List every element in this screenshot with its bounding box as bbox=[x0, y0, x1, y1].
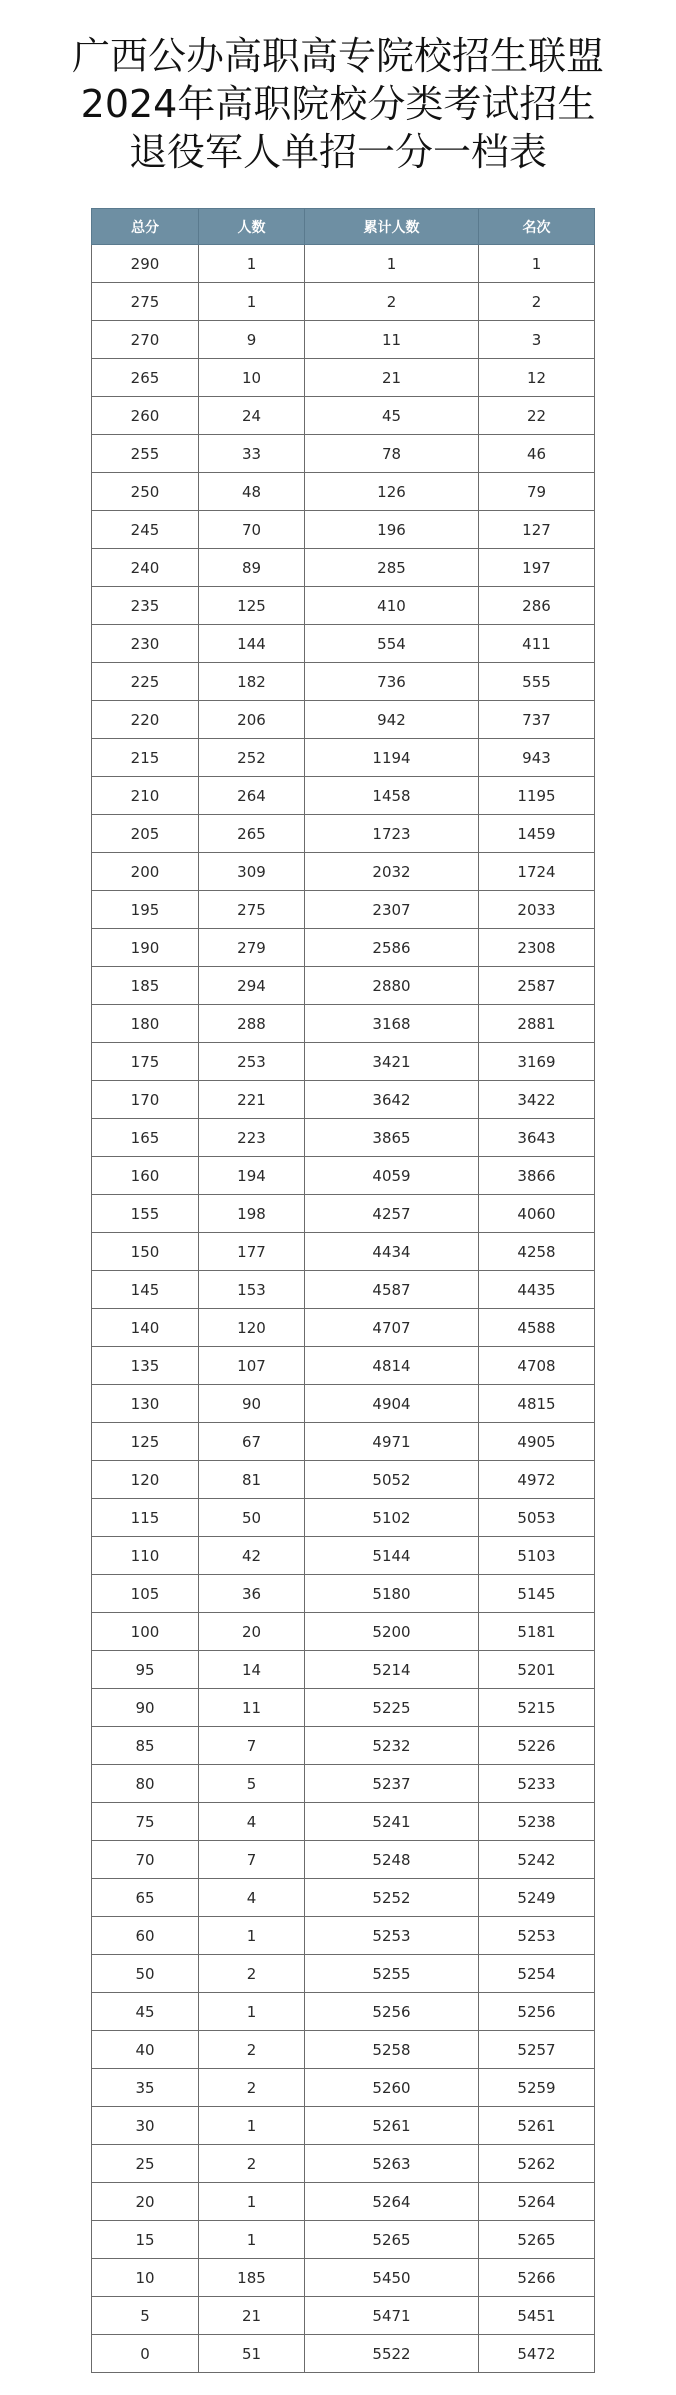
cell-cumulative: 1194 bbox=[305, 739, 479, 777]
cell-total-score: 290 bbox=[92, 245, 199, 283]
table-row bbox=[92, 701, 595, 739]
cell-count: 264 bbox=[199, 777, 305, 815]
cell-cumulative: 5214 bbox=[305, 1651, 479, 1689]
cell-count: 2 bbox=[199, 2145, 305, 2183]
cell-count: 90 bbox=[199, 1385, 305, 1423]
cell-cumulative: 2307 bbox=[305, 891, 479, 929]
cell-rank: 5145 bbox=[479, 1575, 595, 1613]
cell-rank: 2881 bbox=[479, 1005, 595, 1043]
cell-total-score: 75 bbox=[92, 1803, 199, 1841]
cell-cumulative: 5450 bbox=[305, 2259, 479, 2297]
cell-rank: 79 bbox=[479, 473, 595, 511]
cell-count: 144 bbox=[199, 625, 305, 663]
table-row bbox=[92, 473, 595, 511]
table-row bbox=[92, 1157, 595, 1195]
cell-total-score: 10 bbox=[92, 2259, 199, 2297]
cell-cumulative: 5200 bbox=[305, 1613, 479, 1651]
cell-rank: 1459 bbox=[479, 815, 595, 853]
cell-count: 67 bbox=[199, 1423, 305, 1461]
cell-cumulative: 3642 bbox=[305, 1081, 479, 1119]
table-row bbox=[92, 1119, 595, 1157]
cell-rank: 3169 bbox=[479, 1043, 595, 1081]
table-row bbox=[92, 2031, 595, 2069]
table-row bbox=[92, 1651, 595, 1689]
cell-rank: 4905 bbox=[479, 1423, 595, 1461]
cell-total-score: 200 bbox=[92, 853, 199, 891]
table-row bbox=[92, 2145, 595, 2183]
table-row bbox=[92, 1689, 595, 1727]
cell-count: 294 bbox=[199, 967, 305, 1005]
cell-total-score: 225 bbox=[92, 663, 199, 701]
cell-cumulative: 2 bbox=[305, 283, 479, 321]
cell-cumulative: 78 bbox=[305, 435, 479, 473]
cell-total-score: 165 bbox=[92, 1119, 199, 1157]
cell-total-score: 15 bbox=[92, 2221, 199, 2259]
cell-count: 1 bbox=[199, 2183, 305, 2221]
cell-total-score: 30 bbox=[92, 2107, 199, 2145]
cell-rank: 12 bbox=[479, 359, 595, 397]
cell-cumulative: 5263 bbox=[305, 2145, 479, 2183]
table-row bbox=[92, 777, 595, 815]
cell-total-score: 265 bbox=[92, 359, 199, 397]
cell-rank: 5264 bbox=[479, 2183, 595, 2221]
cell-cumulative: 4434 bbox=[305, 1233, 479, 1271]
cell-total-score: 85 bbox=[92, 1727, 199, 1765]
table-row bbox=[92, 1727, 595, 1765]
table-row bbox=[92, 1385, 595, 1423]
cell-cumulative: 5471 bbox=[305, 2297, 479, 2335]
table-row bbox=[92, 1195, 595, 1233]
cell-count: 7 bbox=[199, 1727, 305, 1765]
cell-rank: 5215 bbox=[479, 1689, 595, 1727]
cell-count: 50 bbox=[199, 1499, 305, 1537]
cell-total-score: 175 bbox=[92, 1043, 199, 1081]
cell-rank: 3866 bbox=[479, 1157, 595, 1195]
cell-count: 252 bbox=[199, 739, 305, 777]
title-line-1: 广西公办高职高专院校招生联盟 bbox=[71, 34, 604, 78]
cell-total-score: 255 bbox=[92, 435, 199, 473]
cell-rank: 5261 bbox=[479, 2107, 595, 2145]
cell-rank: 4060 bbox=[479, 1195, 595, 1233]
table-row bbox=[92, 435, 595, 473]
cell-cumulative: 5241 bbox=[305, 1803, 479, 1841]
cell-cumulative: 21 bbox=[305, 359, 479, 397]
cell-count: 288 bbox=[199, 1005, 305, 1043]
cell-total-score: 0 bbox=[92, 2335, 199, 2373]
cell-count: 1 bbox=[199, 1993, 305, 2031]
cell-rank: 5181 bbox=[479, 1613, 595, 1651]
cell-count: 1 bbox=[199, 2221, 305, 2259]
cell-cumulative: 196 bbox=[305, 511, 479, 549]
cell-total-score: 155 bbox=[92, 1195, 199, 1233]
table-row bbox=[92, 2297, 595, 2335]
cell-total-score: 235 bbox=[92, 587, 199, 625]
cell-cumulative: 11 bbox=[305, 321, 479, 359]
cell-total-score: 240 bbox=[92, 549, 199, 587]
cell-cumulative: 4707 bbox=[305, 1309, 479, 1347]
cell-total-score: 20 bbox=[92, 2183, 199, 2221]
cell-total-score: 210 bbox=[92, 777, 199, 815]
cell-count: 221 bbox=[199, 1081, 305, 1119]
cell-total-score: 230 bbox=[92, 625, 199, 663]
cell-total-score: 110 bbox=[92, 1537, 199, 1575]
cell-total-score: 170 bbox=[92, 1081, 199, 1119]
cell-count: 125 bbox=[199, 587, 305, 625]
cell-count: 36 bbox=[199, 1575, 305, 1613]
cell-rank: 5266 bbox=[479, 2259, 595, 2297]
cell-count: 89 bbox=[199, 549, 305, 587]
cell-rank: 5249 bbox=[479, 1879, 595, 1917]
cell-total-score: 5 bbox=[92, 2297, 199, 2335]
cell-rank: 1 bbox=[479, 245, 595, 283]
cell-cumulative: 285 bbox=[305, 549, 479, 587]
table-row bbox=[92, 1423, 595, 1461]
cell-total-score: 135 bbox=[92, 1347, 199, 1385]
cell-count: 9 bbox=[199, 321, 305, 359]
cell-rank: 3643 bbox=[479, 1119, 595, 1157]
cell-total-score: 260 bbox=[92, 397, 199, 435]
cell-count: 21 bbox=[199, 2297, 305, 2335]
cell-rank: 5265 bbox=[479, 2221, 595, 2259]
cell-cumulative: 3168 bbox=[305, 1005, 479, 1043]
table-row bbox=[92, 321, 595, 359]
table-row bbox=[92, 397, 595, 435]
cell-count: 2 bbox=[199, 1955, 305, 1993]
table-row bbox=[92, 549, 595, 587]
header-count: 人数 bbox=[199, 209, 305, 245]
cell-total-score: 275 bbox=[92, 283, 199, 321]
cell-total-score: 90 bbox=[92, 1689, 199, 1727]
cell-rank: 5256 bbox=[479, 1993, 595, 2031]
cell-cumulative: 5232 bbox=[305, 1727, 479, 1765]
cell-rank: 286 bbox=[479, 587, 595, 625]
score-table-container bbox=[91, 208, 594, 2373]
table-row bbox=[92, 853, 595, 891]
cell-count: 182 bbox=[199, 663, 305, 701]
table-body bbox=[92, 245, 595, 2373]
cell-rank: 5257 bbox=[479, 2031, 595, 2069]
table-row bbox=[92, 815, 595, 853]
cell-cumulative: 4971 bbox=[305, 1423, 479, 1461]
cell-cumulative: 1723 bbox=[305, 815, 479, 853]
cell-cumulative: 1 bbox=[305, 245, 479, 283]
cell-cumulative: 5265 bbox=[305, 2221, 479, 2259]
cell-count: 206 bbox=[199, 701, 305, 739]
cell-count: 4 bbox=[199, 1879, 305, 1917]
cell-cumulative: 5255 bbox=[305, 1955, 479, 1993]
cell-count: 10 bbox=[199, 359, 305, 397]
table-row bbox=[92, 1575, 595, 1613]
cell-total-score: 140 bbox=[92, 1309, 199, 1347]
cell-rank: 4708 bbox=[479, 1347, 595, 1385]
cell-rank: 4258 bbox=[479, 1233, 595, 1271]
table-row bbox=[92, 1271, 595, 1309]
cell-count: 7 bbox=[199, 1841, 305, 1879]
cell-cumulative: 2586 bbox=[305, 929, 479, 967]
table-row bbox=[92, 891, 595, 929]
cell-rank: 555 bbox=[479, 663, 595, 701]
cell-cumulative: 3421 bbox=[305, 1043, 479, 1081]
cell-count: 11 bbox=[199, 1689, 305, 1727]
header-rank: 名次 bbox=[479, 209, 595, 245]
cell-total-score: 215 bbox=[92, 739, 199, 777]
table-row bbox=[92, 587, 595, 625]
cell-rank: 1195 bbox=[479, 777, 595, 815]
cell-total-score: 125 bbox=[92, 1423, 199, 1461]
table-row bbox=[92, 2221, 595, 2259]
cell-total-score: 115 bbox=[92, 1499, 199, 1537]
cell-cumulative: 410 bbox=[305, 587, 479, 625]
table-row bbox=[92, 511, 595, 549]
cell-count: 275 bbox=[199, 891, 305, 929]
cell-rank: 5451 bbox=[479, 2297, 595, 2335]
table-row bbox=[92, 929, 595, 967]
cell-rank: 2033 bbox=[479, 891, 595, 929]
cell-cumulative: 5253 bbox=[305, 1917, 479, 1955]
cell-total-score: 245 bbox=[92, 511, 199, 549]
table-row bbox=[92, 2069, 595, 2107]
table-row bbox=[92, 1537, 595, 1575]
cell-count: 120 bbox=[199, 1309, 305, 1347]
cell-rank: 3 bbox=[479, 321, 595, 359]
cell-rank: 5253 bbox=[479, 1917, 595, 1955]
cell-count: 33 bbox=[199, 435, 305, 473]
cell-cumulative: 4904 bbox=[305, 1385, 479, 1423]
cell-total-score: 160 bbox=[92, 1157, 199, 1195]
cell-count: 1 bbox=[199, 2107, 305, 2145]
cell-cumulative: 5252 bbox=[305, 1879, 479, 1917]
table-row bbox=[92, 245, 595, 283]
cell-cumulative: 5264 bbox=[305, 2183, 479, 2221]
cell-cumulative: 4587 bbox=[305, 1271, 479, 1309]
cell-rank: 22 bbox=[479, 397, 595, 435]
table-row bbox=[92, 359, 595, 397]
cell-rank: 127 bbox=[479, 511, 595, 549]
table-row bbox=[92, 1461, 595, 1499]
cell-cumulative: 554 bbox=[305, 625, 479, 663]
cell-cumulative: 736 bbox=[305, 663, 479, 701]
cell-cumulative: 5248 bbox=[305, 1841, 479, 1879]
cell-cumulative: 5144 bbox=[305, 1537, 479, 1575]
cell-cumulative: 5260 bbox=[305, 2069, 479, 2107]
page-title bbox=[0, 32, 676, 176]
cell-cumulative: 126 bbox=[305, 473, 479, 511]
cell-count: 177 bbox=[199, 1233, 305, 1271]
table-row bbox=[92, 1043, 595, 1081]
cell-cumulative: 5225 bbox=[305, 1689, 479, 1727]
cell-rank: 4972 bbox=[479, 1461, 595, 1499]
cell-count: 20 bbox=[199, 1613, 305, 1651]
cell-rank: 5233 bbox=[479, 1765, 595, 1803]
cell-count: 24 bbox=[199, 397, 305, 435]
cell-cumulative: 5261 bbox=[305, 2107, 479, 2145]
table-row bbox=[92, 1841, 595, 1879]
table-row bbox=[92, 2335, 595, 2373]
cell-cumulative: 5052 bbox=[305, 1461, 479, 1499]
cell-rank: 5103 bbox=[479, 1537, 595, 1575]
cell-cumulative: 5522 bbox=[305, 2335, 479, 2373]
table-row bbox=[92, 967, 595, 1005]
table-row bbox=[92, 2107, 595, 2145]
table-header bbox=[92, 209, 595, 245]
table-row bbox=[92, 1613, 595, 1651]
cell-count: 51 bbox=[199, 2335, 305, 2373]
cell-total-score: 220 bbox=[92, 701, 199, 739]
cell-cumulative: 5258 bbox=[305, 2031, 479, 2069]
cell-count: 1 bbox=[199, 245, 305, 283]
cell-rank: 5201 bbox=[479, 1651, 595, 1689]
header-total-score: 总分 bbox=[92, 209, 199, 245]
table-header-row bbox=[92, 209, 595, 245]
cell-count: 198 bbox=[199, 1195, 305, 1233]
cell-rank: 4815 bbox=[479, 1385, 595, 1423]
cell-total-score: 25 bbox=[92, 2145, 199, 2183]
cell-cumulative: 5256 bbox=[305, 1993, 479, 2031]
table-row bbox=[92, 1955, 595, 1993]
cell-cumulative: 5180 bbox=[305, 1575, 479, 1613]
cell-cumulative: 4257 bbox=[305, 1195, 479, 1233]
cell-count: 185 bbox=[199, 2259, 305, 2297]
cell-cumulative: 1458 bbox=[305, 777, 479, 815]
cell-cumulative: 4814 bbox=[305, 1347, 479, 1385]
cell-count: 4 bbox=[199, 1803, 305, 1841]
cell-total-score: 145 bbox=[92, 1271, 199, 1309]
cell-total-score: 150 bbox=[92, 1233, 199, 1271]
cell-rank: 2308 bbox=[479, 929, 595, 967]
cell-count: 70 bbox=[199, 511, 305, 549]
table-row bbox=[92, 1803, 595, 1841]
cell-count: 265 bbox=[199, 815, 305, 853]
cell-rank: 5242 bbox=[479, 1841, 595, 1879]
score-table bbox=[91, 208, 595, 2373]
cell-total-score: 35 bbox=[92, 2069, 199, 2107]
cell-rank: 943 bbox=[479, 739, 595, 777]
table-row bbox=[92, 1879, 595, 1917]
table-row bbox=[92, 625, 595, 663]
cell-total-score: 100 bbox=[92, 1613, 199, 1651]
cell-rank: 5259 bbox=[479, 2069, 595, 2107]
cell-count: 81 bbox=[199, 1461, 305, 1499]
table-row bbox=[92, 1917, 595, 1955]
cell-cumulative: 3865 bbox=[305, 1119, 479, 1157]
cell-rank: 1724 bbox=[479, 853, 595, 891]
table-row bbox=[92, 1765, 595, 1803]
cell-count: 48 bbox=[199, 473, 305, 511]
header-cumulative: 累计人数 bbox=[305, 209, 479, 245]
table-row bbox=[92, 739, 595, 777]
cell-total-score: 45 bbox=[92, 1993, 199, 2031]
cell-total-score: 190 bbox=[92, 929, 199, 967]
cell-rank: 5238 bbox=[479, 1803, 595, 1841]
cell-rank: 737 bbox=[479, 701, 595, 739]
title-line-2: 2024年高职院校分类考试招生 bbox=[80, 82, 596, 126]
cell-rank: 4435 bbox=[479, 1271, 595, 1309]
cell-total-score: 185 bbox=[92, 967, 199, 1005]
table-row bbox=[92, 1993, 595, 2031]
table-row bbox=[92, 1499, 595, 1537]
cell-total-score: 105 bbox=[92, 1575, 199, 1613]
cell-total-score: 180 bbox=[92, 1005, 199, 1043]
cell-rank: 2587 bbox=[479, 967, 595, 1005]
cell-count: 253 bbox=[199, 1043, 305, 1081]
table-row bbox=[92, 2259, 595, 2297]
table-row bbox=[92, 2183, 595, 2221]
cell-count: 1 bbox=[199, 283, 305, 321]
cell-total-score: 120 bbox=[92, 1461, 199, 1499]
cell-total-score: 130 bbox=[92, 1385, 199, 1423]
cell-rank: 5254 bbox=[479, 1955, 595, 1993]
cell-rank: 5053 bbox=[479, 1499, 595, 1537]
cell-total-score: 270 bbox=[92, 321, 199, 359]
cell-count: 2 bbox=[199, 2031, 305, 2069]
cell-cumulative: 5102 bbox=[305, 1499, 479, 1537]
cell-total-score: 60 bbox=[92, 1917, 199, 1955]
cell-total-score: 195 bbox=[92, 891, 199, 929]
table-row bbox=[92, 1309, 595, 1347]
cell-total-score: 40 bbox=[92, 2031, 199, 2069]
table-row bbox=[92, 1347, 595, 1385]
cell-count: 5 bbox=[199, 1765, 305, 1803]
cell-total-score: 205 bbox=[92, 815, 199, 853]
cell-cumulative: 4059 bbox=[305, 1157, 479, 1195]
cell-rank: 5472 bbox=[479, 2335, 595, 2373]
cell-total-score: 95 bbox=[92, 1651, 199, 1689]
cell-count: 153 bbox=[199, 1271, 305, 1309]
cell-rank: 5226 bbox=[479, 1727, 595, 1765]
cell-count: 223 bbox=[199, 1119, 305, 1157]
cell-cumulative: 942 bbox=[305, 701, 479, 739]
cell-count: 2 bbox=[199, 2069, 305, 2107]
cell-count: 42 bbox=[199, 1537, 305, 1575]
cell-count: 107 bbox=[199, 1347, 305, 1385]
cell-count: 194 bbox=[199, 1157, 305, 1195]
table-row bbox=[92, 1005, 595, 1043]
cell-count: 14 bbox=[199, 1651, 305, 1689]
table-row bbox=[92, 283, 595, 321]
cell-cumulative: 2032 bbox=[305, 853, 479, 891]
table-row bbox=[92, 1233, 595, 1271]
cell-cumulative: 2880 bbox=[305, 967, 479, 1005]
cell-total-score: 80 bbox=[92, 1765, 199, 1803]
cell-count: 309 bbox=[199, 853, 305, 891]
title-line-3: 退役军人单招一分一档表 bbox=[128, 130, 547, 174]
cell-rank: 411 bbox=[479, 625, 595, 663]
cell-rank: 197 bbox=[479, 549, 595, 587]
cell-rank: 5262 bbox=[479, 2145, 595, 2183]
cell-count: 279 bbox=[199, 929, 305, 967]
cell-rank: 3422 bbox=[479, 1081, 595, 1119]
table-row bbox=[92, 663, 595, 701]
cell-total-score: 50 bbox=[92, 1955, 199, 1993]
cell-rank: 46 bbox=[479, 435, 595, 473]
cell-total-score: 250 bbox=[92, 473, 199, 511]
cell-total-score: 65 bbox=[92, 1879, 199, 1917]
cell-cumulative: 45 bbox=[305, 397, 479, 435]
table-row bbox=[92, 1081, 595, 1119]
cell-total-score: 70 bbox=[92, 1841, 199, 1879]
cell-cumulative: 5237 bbox=[305, 1765, 479, 1803]
cell-rank: 4588 bbox=[479, 1309, 595, 1347]
cell-count: 1 bbox=[199, 1917, 305, 1955]
cell-rank: 2 bbox=[479, 283, 595, 321]
